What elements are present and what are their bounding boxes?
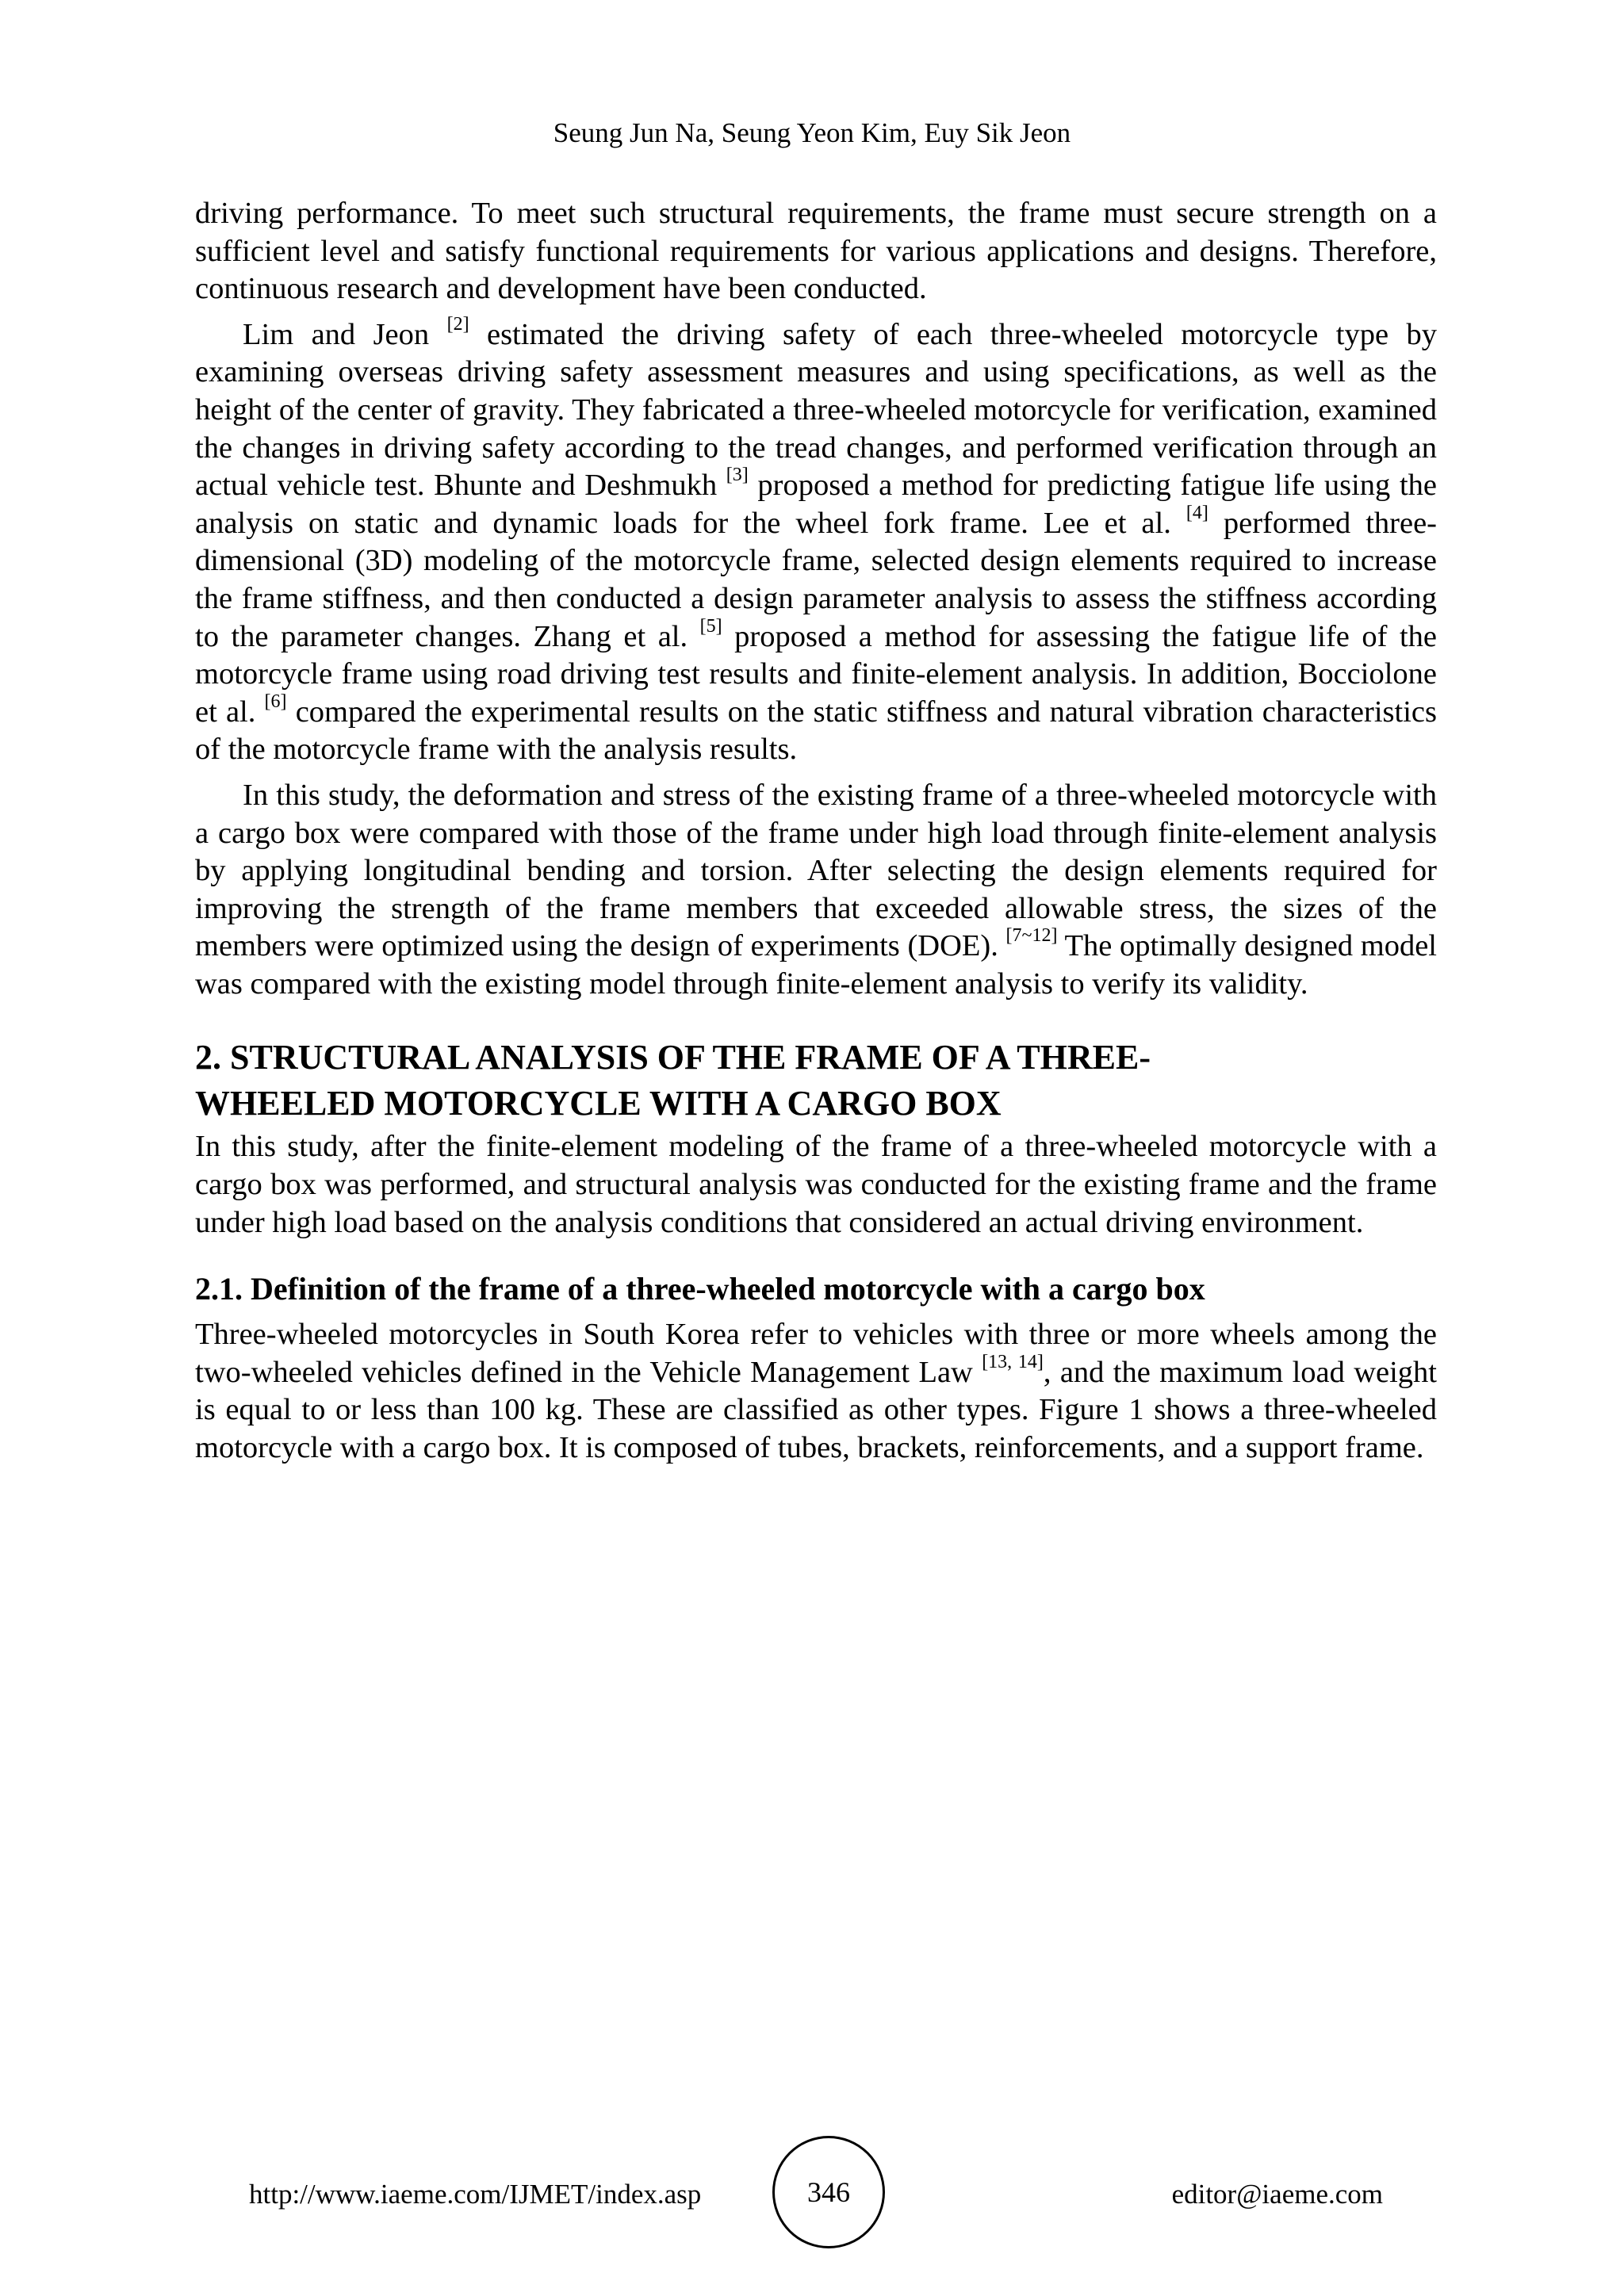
page-footer — [0, 2133, 1624, 2252]
citation-ref-7-12: [7~12] — [1005, 925, 1058, 947]
text-span: estimated the driving safety of each three-wheeled motorcycle type by examining overseas driving safety assessment measures and using specifications, as well as the height of the center of gravity. They fabricated a three-wheeled motorcycle for verification, examined the changes in driving safety according to the tread changes, and performed verification through an actual vehicle test. Bhunte and Deshmukh — [195, 317, 1437, 503]
paragraph-section2-intro: In this study, after the finite-element modeling of the frame of a three-wheeled motorcycle with a cargo box was performed, and structural analysis was conducted for the existing frame and the frame under high load based on the analysis conditions that considered an actual driving environment. — [195, 1130, 1437, 1239]
heading-line: WHEELED MOTORCYCLE WITH A CARGO BOX — [195, 1084, 1002, 1123]
heading-line: 2. STRUCTURAL ANALYSIS OF THE FRAME OF A THREE- — [195, 1038, 1151, 1077]
citation-ref-5: [5] — [699, 615, 722, 637]
text-span: In this study, the deformation and stress of the existing frame of a three-wheeled motorcycle with a cargo box were compared with those of the frame under high load through finite-element analysis by applying longitudinal bending and torsion. After selecting the design elements required for improving the strength of the frame members that exceeded allowable stress, the sizes of the members were optimized using the design of experiments (DOE). — [195, 778, 1437, 963]
subsection-heading-2-1: 2.1. Definition of the frame of a three-wheeled motorcycle with a cargo box — [195, 1271, 1205, 1307]
paragraph-frame-definition — [195, 1316, 1437, 1467]
section-heading-2 — [195, 1035, 1437, 1127]
body-text — [195, 195, 1437, 1468]
text-span: , and the maximum load weight is equal to or less than 100 kg. These are classified as other types. Figure 1 shows a three-wheeled motorcycle with a cargo box. It is composed of tubes, brackets, reinforcements, and a support frame. — [195, 1355, 1437, 1465]
text-span: Three-wheeled motorcycles in South Korea refer to vehicles with three or more wheels among the two-wheeled vehicles defined in the Vehicle Management Law — [195, 1318, 1437, 1389]
citation-ref-2: [2] — [446, 313, 469, 335]
text-span: compared the experimental results on the static stiffness and natural vibration characteristics of the motorcycle frame with the analysis results. — [195, 695, 1437, 767]
footer-url-link[interactable]: http://www.iaeme.com/IJMET/index.asp — [249, 2179, 702, 2210]
text-span: performed three-dimensional (3D) modeling of the motorcycle frame, selected design elements required to increase the frame stiffness, and then conducted a design parameter analysis to assess the stiffness according to the parameter changes. Zhang et al. — [195, 506, 1437, 653]
text-span: Lim and Jeon — [243, 317, 447, 351]
page-number: 346 — [807, 2176, 850, 2208]
running-header-authors: Seung Jun Na, Seung Yeon Kim, Euy Sik Jeon — [553, 117, 1071, 148]
paragraph-intro-continuation: driving performance. To meet such structural requirements, the frame must secure strength on a sufficient level and satisfy functional requirements for various applications and designs. Therefore, continuous research and development have been conducted. — [195, 197, 1437, 306]
text-span: The optimally designed model was compared with the existing model through finite-element analysis to verify its validity. — [195, 929, 1437, 1001]
footer-email-link[interactable]: editor@iaeme.com — [1171, 2179, 1383, 2210]
text-span: proposed a method for predicting fatigue life using the analysis on static and dynamic loads for the wheel fork frame. Lee et al. — [195, 469, 1437, 540]
text-span: proposed a method for assessing the fatigue life of the motorcycle frame using road driving test results and finite-element analysis. In addition, Bocciolone et al. — [195, 619, 1437, 729]
paragraph-literature-review — [195, 313, 1437, 769]
citation-ref-3: [3] — [726, 465, 749, 486]
citation-ref-6: [6] — [264, 691, 287, 712]
citation-ref-4: [4] — [1185, 502, 1208, 523]
paragraph-study-scope — [195, 777, 1437, 1004]
page-number-badge — [772, 2136, 885, 2248]
citation-ref-13-14: [13, 14] — [982, 1352, 1044, 1373]
